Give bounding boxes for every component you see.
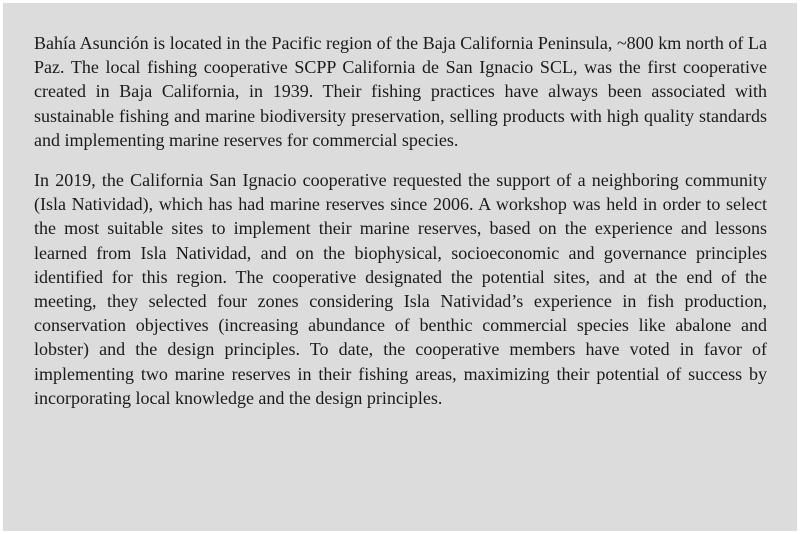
paragraph-marine-reserves-2019: In 2019, the California San Ignacio cooperative requested the support of a neighboring community (Isla Natividad), which has had marine reserves since 2006. A workshop was held in order to select the most suitable sites to implement their marine reserves, based on the experience and lessons learned from Isla Natividad, and on the biophysical, socioeconomic and governance principles identified for this region. The cooperative designated the potential sites, and at the end of the meeting, they selected four zones considering Isla Natividad’s experience in fish production, conservation objectives (increasing abundance of benthic commercial species like abalone and lobster) and the design principles. To date, the cooperative members have voted in favor of implementing two marine reserves in their fishing areas, maximizing their potential of success by incorporating local knowledge and the design principles.	[34, 170, 767, 408]
paragraph-bahia-asuncion: Bahía Asunción is located in the Pacific region of the Baja California Peninsula, ~800 km north of La Paz. The local fishing cooperative SCPP California de San Ignacio SCL, was the first cooperative created in Baja California, in 1939. Their fishing practices have always been associated with sustainable fishing and marine biodiversity preservation, selling products with high quality standards and implementing marine reserves for commercial species.	[34, 33, 767, 150]
text-box	[3, 3, 797, 531]
